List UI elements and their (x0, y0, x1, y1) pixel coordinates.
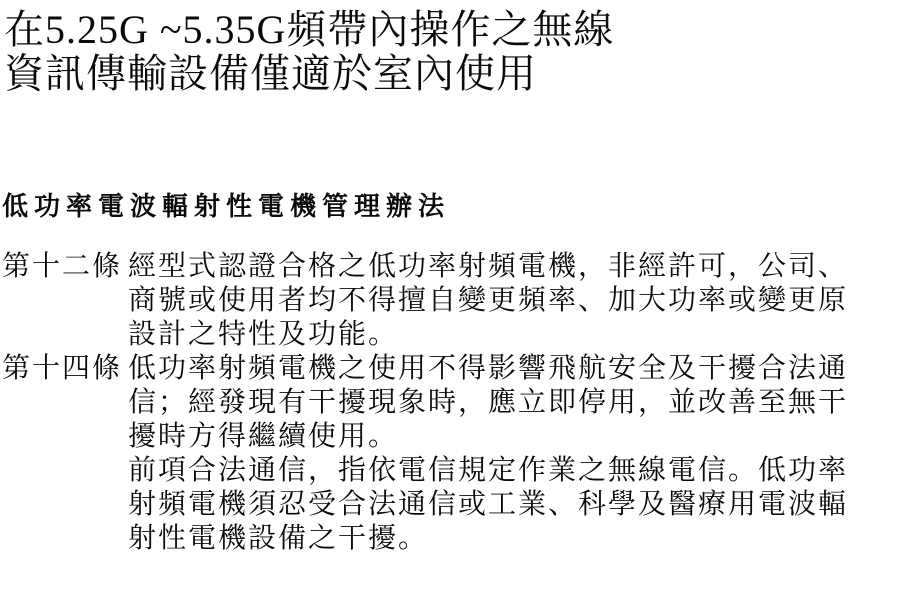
warning-heading-line-2: 資訊傳輸設備僅適於室內使用 (4, 51, 537, 96)
article-12 (2, 250, 848, 352)
article-14-label: 第十四條 (2, 353, 123, 384)
article-12-line-3: 設計之特性及功能。 (128, 319, 399, 350)
article-14-line-2: 信；經發現有干擾現象時，應立即停用，並改善至無干 (128, 387, 849, 418)
article-14-line-3: 擾時方得繼續使用。 (128, 421, 399, 452)
article-14 (2, 352, 848, 556)
article-14-line-5: 射頻電機須忍受合法通信或工業、科學及醫療用電波輻 (128, 489, 849, 520)
regulation-articles (2, 250, 848, 556)
article-12-line-2: 商號或使用者均不得擅自變更頻率、加大功率或變更原 (128, 285, 849, 316)
article-14-line-1: 低功率射頻電機之使用不得影響飛航安全及干擾合法通 (128, 353, 849, 384)
article-12-label: 第十二條 (2, 251, 123, 282)
article-14-body (128, 352, 848, 556)
article-12-body (128, 250, 848, 352)
article-14-line-4: 前項合法通信，指依電信規定作業之無線電信。低功率 (128, 455, 849, 486)
warning-heading-line-1: 在5.25G ~5.35G頻帶內操作之無線 (4, 7, 615, 52)
regulation-title: 低功率電波輻射性電機管理辦法 (2, 192, 451, 221)
warning-heading (4, 8, 614, 96)
article-14-line-6: 射性電機設備之干擾。 (128, 523, 429, 554)
article-12-line-1: 經型式認證合格之低功率射頻電機，非經許可，公司、 (128, 251, 849, 282)
